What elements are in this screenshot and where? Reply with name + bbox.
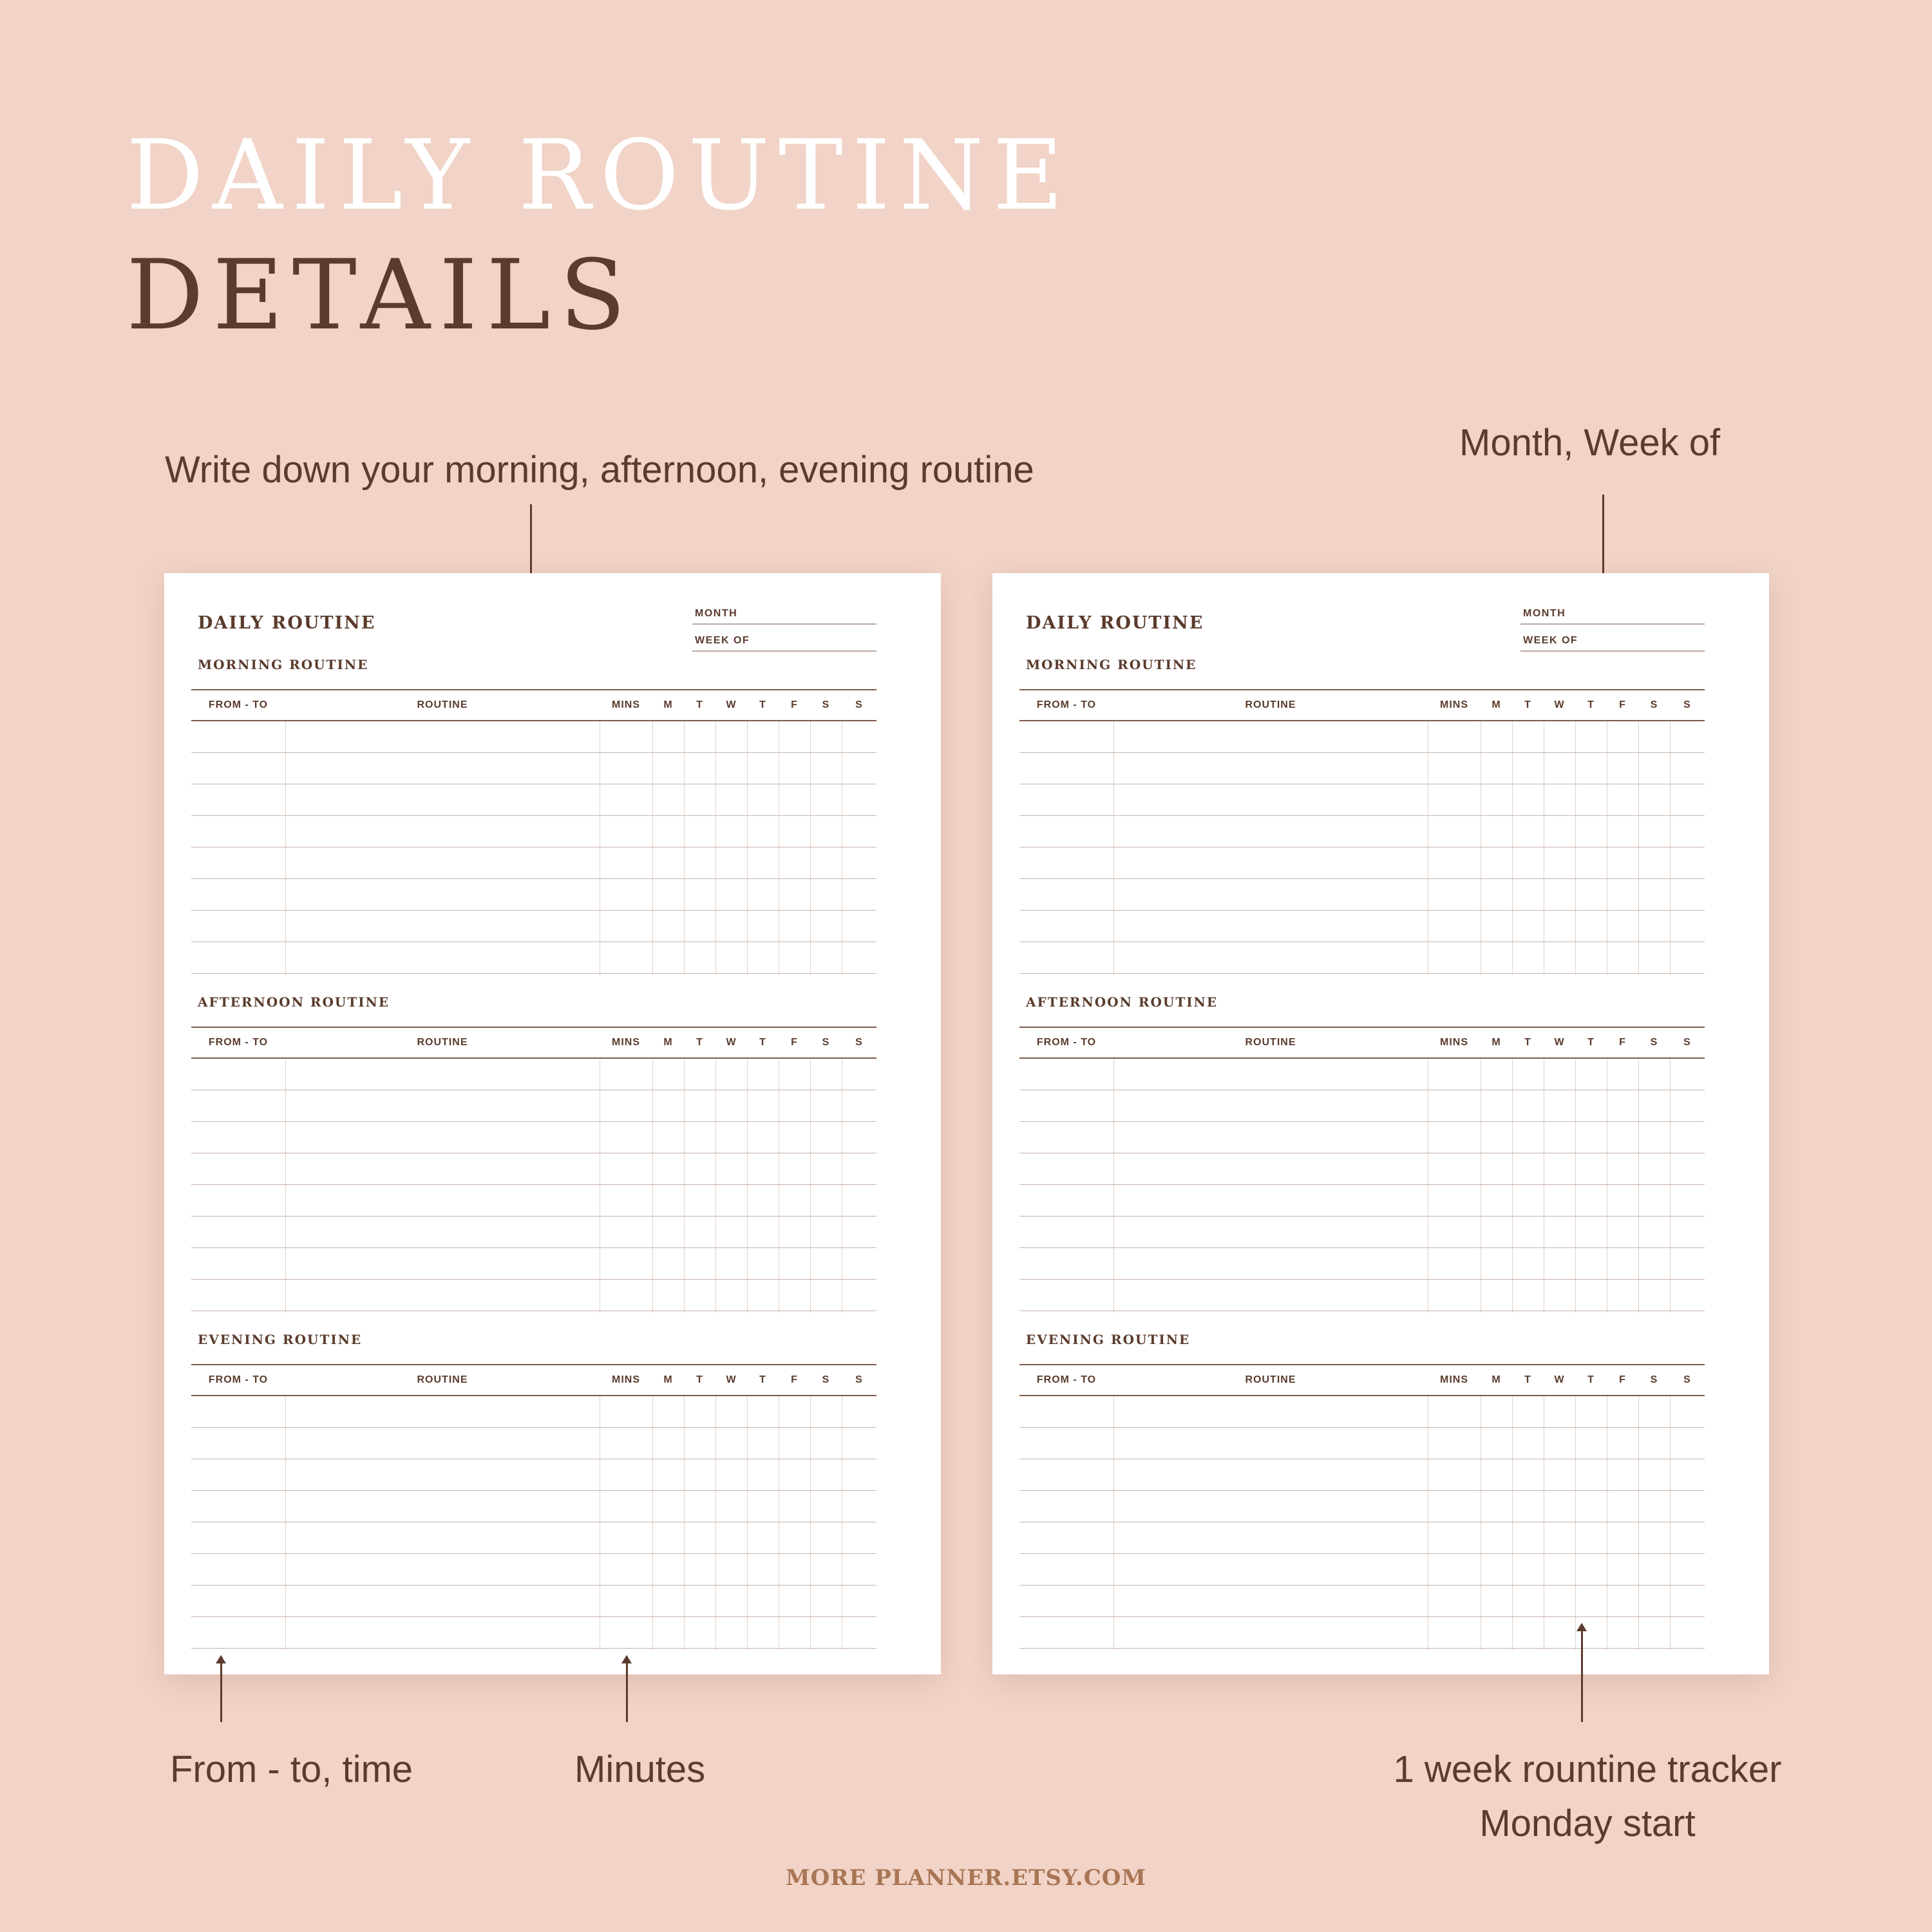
column-divider [747,721,748,975]
column-header-day-w: W [726,699,737,710]
column-header-mins: MINS [612,1374,640,1385]
column-header-routine: ROUTINE [417,1374,468,1385]
column-divider [1575,1059,1576,1312]
minutes-arrow [626,1656,628,1722]
table-row-line [1019,1585,1705,1586]
tracker-annotation-line-1: 1 week rountine tracker [1393,1748,1782,1790]
planner-sheet-right [992,573,1769,1674]
table-row-line [1019,815,1705,816]
column-header-routine: ROUTINE [1245,699,1296,710]
column-divider [747,1059,748,1312]
tracker-arrow [1581,1624,1583,1722]
column-header-day-f: F [1619,699,1626,710]
table-row-line [191,1490,876,1491]
table-header [1019,690,1705,721]
table-row-line [191,1648,876,1649]
column-header-mins: MINS [1440,1374,1468,1385]
month-line [692,623,876,625]
column-header-day-s: S [822,1037,830,1048]
week-label: WEEK OF [695,635,750,646]
routine-table-evening [191,1364,876,1650]
column-divider [652,721,653,975]
column-divider [1670,721,1671,975]
sheet-title: DAILY ROUTINE [198,613,376,633]
table-header [191,1365,876,1396]
column-header-day-w: W [1554,1037,1565,1048]
planner-sheet-left [164,573,941,1674]
column-header-day-s: S [822,699,830,710]
section-title-afternoon: AFTERNOON ROUTINE [1026,994,1218,1010]
column-header-day-s: S [822,1374,830,1385]
week-line [1520,650,1705,652]
table-row-line [1019,1184,1705,1185]
section-title-evening: EVENING ROUTINE [198,1332,363,1347]
column-header-from-to: FROM - TO [1036,699,1097,710]
column-divider [1638,1396,1639,1650]
column-divider [1575,721,1576,975]
column-header-day-m: M [1492,1374,1501,1385]
section-title-evening: EVENING ROUTINE [1026,1332,1191,1347]
column-header-day-s: S [1650,1374,1658,1385]
routine-table-morning [1019,689,1705,975]
column-divider [715,721,716,975]
column-header-day-m: M [1492,1037,1501,1048]
routine-table-afternoon [191,1027,876,1312]
column-divider [1512,1396,1513,1650]
column-header-routine: ROUTINE [1245,1374,1296,1385]
routine-table-afternoon [1019,1027,1705,1312]
column-divider [747,1396,748,1650]
column-divider [715,1059,716,1312]
column-divider [810,1059,811,1312]
column-header-day-t: T [696,1037,703,1048]
tracker-annotation-line-2: Monday start [1479,1803,1696,1845]
column-header-mins: MINS [612,1037,640,1048]
column-divider [684,1396,685,1650]
table-row-line [191,847,876,848]
column-divider [1113,721,1114,975]
column-header-day-su: S [1683,699,1691,710]
month-field [1520,608,1705,625]
column-divider [1113,1059,1114,1312]
column-divider [684,721,685,975]
column-header-day-f: F [1619,1374,1626,1385]
table-row-line [1019,1121,1705,1122]
column-divider [1512,721,1513,975]
column-header-day-w: W [1554,699,1565,710]
column-header-day-th: T [1587,1374,1595,1385]
table-row-line [1019,1490,1705,1491]
section-title-afternoon: AFTERNOON ROUTINE [198,994,390,1010]
column-header-day-su: S [855,1037,863,1048]
table-row-line [191,1121,876,1122]
column-divider [1670,1396,1671,1650]
table-row-line [191,1279,876,1280]
routine-table-morning [191,689,876,975]
column-header-day-su: S [855,1374,863,1385]
table-row-line [191,1216,876,1217]
column-header-day-w: W [726,1037,737,1048]
column-divider [1638,1059,1639,1312]
tracker-annotation [1340,1743,1835,1851]
routine-table-evening [1019,1364,1705,1650]
month-label: MONTH [695,608,738,619]
table-row-line [1019,1247,1705,1248]
column-header-mins: MINS [612,699,640,710]
table-row-line [191,1184,876,1185]
routine-annotation: Write down your morning, afternoon, evening routine [165,449,1034,491]
table-header [191,690,876,721]
column-header-day-t: T [1524,1374,1531,1385]
column-header-day-t: T [1524,699,1531,710]
table-row-line [191,973,876,974]
column-header-routine: ROUTINE [1245,1037,1296,1048]
month-line [1520,623,1705,625]
column-divider [684,1059,685,1312]
table-row-line [191,878,876,879]
heading-line-1: DAILY ROUTINE [126,120,1072,232]
minutes-annotation: Minutes [574,1748,706,1790]
column-divider [1670,1059,1671,1312]
column-header-day-t: T [696,699,703,710]
table-row-line [1019,847,1705,848]
column-header-day-su: S [1683,1374,1691,1385]
column-header-day-s: S [1650,699,1658,710]
table-row-line [191,1553,876,1554]
table-row-line [1019,1216,1705,1217]
sheet-title: DAILY ROUTINE [1026,613,1204,633]
table-row-line [191,815,876,816]
column-divider [285,721,286,975]
week-field [1520,635,1705,652]
column-header-mins: MINS [1440,1037,1468,1048]
column-header-from-to: FROM - TO [1036,1374,1097,1385]
section-title-morning: MORNING ROUTINE [1026,657,1197,672]
month-annotation: Month, Week of [1459,422,1721,464]
week-line [692,650,876,652]
column-header-day-th: T [1587,1037,1595,1048]
column-divider [652,1396,653,1650]
table-row-line [191,752,876,753]
table-row-line [191,1585,876,1586]
table-row-line [1019,973,1705,974]
column-header-day-th: T [1587,699,1595,710]
column-header-day-th: T [759,699,766,710]
column-header-from-to: FROM - TO [1036,1037,1097,1048]
table-row-line [1019,1279,1705,1280]
table-row-line [191,1247,876,1248]
column-header-day-w: W [1554,1374,1565,1385]
column-header-from-to: FROM - TO [208,1037,269,1048]
week-label: WEEK OF [1523,635,1578,646]
column-header-day-t: T [696,1374,703,1385]
column-header-day-th: T [759,1037,766,1048]
section-title-morning: MORNING ROUTINE [198,657,369,672]
column-header-day-f: F [791,699,798,710]
column-header-day-s: S [1650,1037,1658,1048]
table-row-line [1019,910,1705,911]
from-to-annotation: From - to, time [170,1748,413,1790]
footer-url: MORE PLANNER.ETSY.COM [785,1865,1147,1891]
column-divider [652,1059,653,1312]
column-header-routine: ROUTINE [417,699,468,710]
table-header [1019,1028,1705,1059]
from-to-arrow [220,1656,222,1722]
table-header [191,1028,876,1059]
column-header-day-m: M [663,699,673,710]
column-divider [1512,1059,1513,1312]
column-header-day-m: M [663,1037,673,1048]
table-row-line [1019,878,1705,879]
column-header-day-th: T [759,1374,766,1385]
column-divider [285,1059,286,1312]
table-header [1019,1365,1705,1396]
table-row-line [1019,1553,1705,1554]
column-divider [1638,721,1639,975]
column-divider [1113,1396,1114,1650]
table-row-line [191,1616,876,1617]
column-divider [285,1396,286,1650]
month-field [692,608,876,625]
week-field [692,635,876,652]
column-header-day-m: M [1492,699,1501,710]
column-divider [810,1396,811,1650]
column-header-day-f: F [791,1374,798,1385]
column-header-day-w: W [726,1374,737,1385]
heading-line-2: DETAILS [126,240,635,352]
column-header-day-su: S [855,699,863,710]
table-row-line [1019,1648,1705,1649]
column-header-day-t: T [1524,1037,1531,1048]
table-row-line [191,910,876,911]
table-row-line [191,1427,876,1428]
column-header-from-to: FROM - TO [208,699,269,710]
month-label: MONTH [1523,608,1566,619]
column-header-day-f: F [791,1037,798,1048]
column-header-from-to: FROM - TO [208,1374,269,1385]
column-header-mins: MINS [1440,699,1468,710]
column-divider [715,1396,716,1650]
column-header-day-su: S [1683,1037,1691,1048]
column-header-day-m: M [663,1374,673,1385]
column-header-day-f: F [1619,1037,1626,1048]
table-row-line [1019,752,1705,753]
table-row-line [1019,1427,1705,1428]
table-row-line [1019,1616,1705,1617]
column-divider [810,721,811,975]
column-header-routine: ROUTINE [417,1037,468,1048]
column-divider [1575,1396,1576,1650]
